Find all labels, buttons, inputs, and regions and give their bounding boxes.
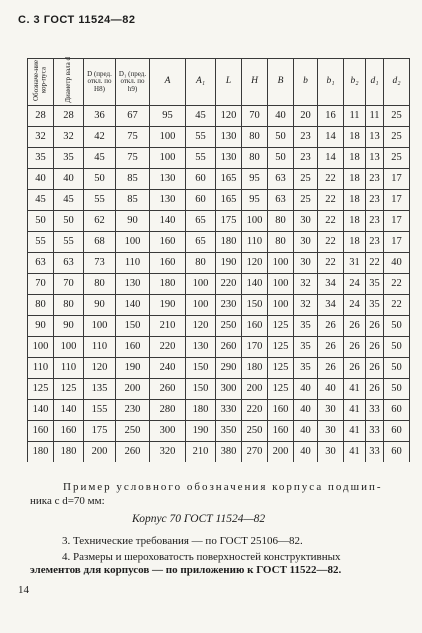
table-cell: 17	[384, 169, 410, 190]
table-cell: 45	[28, 190, 54, 211]
table-cell: 23	[366, 190, 384, 211]
table-cell: 100	[186, 295, 216, 316]
table-cell: 60	[186, 190, 216, 211]
table-cell: 80	[28, 295, 54, 316]
table-cell: 18	[344, 211, 366, 232]
table-cell: 160	[116, 337, 150, 358]
table-cell: 35	[54, 148, 84, 169]
column-header: b₂	[344, 59, 366, 106]
table-cell: 26	[318, 358, 344, 379]
column-header: B	[268, 59, 294, 106]
table-cell: 32	[28, 127, 54, 148]
table-cell: 80	[186, 253, 216, 274]
clause-4	[30, 551, 408, 577]
table-cell: 260	[150, 379, 186, 400]
table-cell: 140	[116, 295, 150, 316]
table-cell: 23	[366, 232, 384, 253]
table-cell: 26	[366, 337, 384, 358]
table-cell: 80	[268, 211, 294, 232]
table-cell: 100	[54, 337, 84, 358]
table-cell: 300	[150, 421, 186, 442]
table-row	[28, 148, 410, 169]
table-cell: 220	[216, 274, 242, 295]
table-row	[28, 379, 410, 400]
table-cell: 210	[150, 316, 186, 337]
table-cell: 45	[84, 148, 116, 169]
table-cell: 35	[294, 358, 318, 379]
table-cell: 30	[318, 400, 344, 421]
table-cell: 31	[344, 253, 366, 274]
table-cell: 50	[384, 337, 410, 358]
table-cell: 26	[318, 316, 344, 337]
table-cell: 130	[150, 169, 186, 190]
table-cell: 40	[28, 169, 54, 190]
table-cell: 60	[384, 400, 410, 421]
table-cell: 22	[318, 211, 344, 232]
table-cell: 41	[344, 442, 366, 463]
table-cell: 13	[366, 148, 384, 169]
table-cell: 33	[366, 442, 384, 463]
table-cell: 14	[318, 148, 344, 169]
table-cell: 34	[318, 295, 344, 316]
table-cell: 100	[28, 337, 54, 358]
table-cell: 95	[242, 190, 268, 211]
table-cell: 110	[84, 337, 116, 358]
table-cell: 160	[268, 400, 294, 421]
table-cell: 175	[216, 211, 242, 232]
table-cell: 160	[54, 421, 84, 442]
table-cell: 68	[84, 232, 116, 253]
table-cell: 110	[54, 358, 84, 379]
table-cell: 35	[28, 148, 54, 169]
table-cell: 380	[216, 442, 242, 463]
page-header: С. 3 ГОСТ 11524—82	[18, 14, 136, 26]
table-cell: 67	[116, 106, 150, 127]
table-cell: 24	[344, 274, 366, 295]
table-cell: 200	[268, 442, 294, 463]
table-cell: 150	[186, 379, 216, 400]
table-cell: 30	[294, 232, 318, 253]
table-cell: 140	[28, 400, 54, 421]
table-cell: 160	[268, 421, 294, 442]
column-header-label: Обозначе-ние кор-пуса	[32, 59, 48, 101]
table-cell: 18	[344, 148, 366, 169]
table-cell: 28	[54, 106, 84, 127]
table-cell: 135	[84, 379, 116, 400]
column-header: b₁	[318, 59, 344, 106]
table-cell: 100	[150, 148, 186, 169]
table-cell: 55	[54, 232, 84, 253]
table-cell: 18	[344, 169, 366, 190]
table-cell: 125	[268, 316, 294, 337]
table-cell: 290	[216, 358, 242, 379]
table-cell: 17	[384, 232, 410, 253]
table-cell: 210	[186, 442, 216, 463]
table-cell: 75	[116, 148, 150, 169]
table-cell: 165	[216, 169, 242, 190]
table-cell: 90	[54, 316, 84, 337]
clause-4-line-2: элементов для корпусов — по приложению к ГОСТ 11522—82.	[30, 564, 342, 576]
table-cell: 55	[28, 232, 54, 253]
table-cell: 175	[84, 421, 116, 442]
table-cell: 35	[294, 337, 318, 358]
table-cell: 55	[186, 127, 216, 148]
table-cell: 230	[216, 295, 242, 316]
table-cell: 160	[150, 253, 186, 274]
column-header-label: Диаметр вала d	[63, 57, 72, 103]
column-header: b	[294, 59, 318, 106]
table-row	[28, 274, 410, 295]
table-cell: 22	[318, 169, 344, 190]
table-cell: 33	[366, 421, 384, 442]
table-cell: 26	[366, 379, 384, 400]
table-cell: 130	[186, 337, 216, 358]
table-cell: 22	[366, 253, 384, 274]
table-cell: 320	[150, 442, 186, 463]
table-cell: 260	[116, 442, 150, 463]
table-cell: 63	[268, 190, 294, 211]
table-cell: 160	[242, 316, 268, 337]
example-line-2: ника с d=70 мм:	[30, 495, 105, 507]
table-cell: 11	[344, 106, 366, 127]
table-cell: 100	[242, 211, 268, 232]
table-cell: 22	[384, 274, 410, 295]
clause-3: 3. Технические требования — по ГОСТ 25106—82.	[62, 535, 303, 547]
clause-4-line-1: 4. Размеры и шероховатость поверхностей конструктивных	[62, 551, 341, 563]
table-cell: 85	[116, 190, 150, 211]
column-header	[54, 59, 84, 106]
table-cell: 26	[344, 337, 366, 358]
table-row	[28, 316, 410, 337]
table-cell: 120	[186, 316, 216, 337]
table-cell: 70	[28, 274, 54, 295]
table-cell: 90	[116, 211, 150, 232]
table-cell: 26	[366, 316, 384, 337]
table-row	[28, 253, 410, 274]
table-cell: 60	[384, 421, 410, 442]
table-cell: 150	[242, 295, 268, 316]
table-row	[28, 337, 410, 358]
table-cell: 100	[268, 295, 294, 316]
table-cell: 200	[84, 442, 116, 463]
table-cell: 50	[384, 358, 410, 379]
table-cell: 190	[186, 421, 216, 442]
table-cell: 80	[268, 232, 294, 253]
table-cell: 26	[344, 358, 366, 379]
column-header	[28, 59, 54, 106]
table-cell: 165	[216, 190, 242, 211]
table-cell: 23	[294, 148, 318, 169]
table-cell: 250	[242, 421, 268, 442]
table-cell: 180	[28, 442, 54, 463]
table-cell: 70	[242, 106, 268, 127]
table-cell: 26	[318, 337, 344, 358]
table-cell: 125	[54, 379, 84, 400]
table-cell: 110	[28, 358, 54, 379]
table-cell: 40	[318, 379, 344, 400]
table-cell: 22	[318, 232, 344, 253]
table-cell: 18	[344, 232, 366, 253]
table-row	[28, 295, 410, 316]
table-cell: 28	[28, 106, 54, 127]
table-cell: 200	[242, 379, 268, 400]
table-cell: 280	[150, 400, 186, 421]
table-cell: 40	[294, 442, 318, 463]
table-cell: 45	[54, 190, 84, 211]
table-cell: 130	[216, 127, 242, 148]
table-cell: 35	[366, 295, 384, 316]
table-cell: 17	[384, 190, 410, 211]
table-cell: 40	[294, 400, 318, 421]
table-cell: 41	[344, 379, 366, 400]
table-cell: 62	[84, 211, 116, 232]
table-cell: 35	[366, 274, 384, 295]
table-cell: 41	[344, 400, 366, 421]
table-cell: 25	[384, 106, 410, 127]
table-cell: 14	[318, 127, 344, 148]
table-cell: 180	[216, 232, 242, 253]
table-cell: 250	[116, 421, 150, 442]
table-cell: 100	[186, 274, 216, 295]
table-cell: 100	[116, 232, 150, 253]
table-cell: 25	[294, 169, 318, 190]
table-cell: 90	[84, 295, 116, 316]
table-cell: 125	[28, 379, 54, 400]
table-cell: 32	[294, 295, 318, 316]
table-row	[28, 190, 410, 211]
table-cell: 24	[344, 295, 366, 316]
table-cell: 125	[268, 379, 294, 400]
table-cell: 20	[294, 106, 318, 127]
table-row	[28, 106, 410, 127]
table-cell: 130	[116, 274, 150, 295]
table-cell: 220	[150, 337, 186, 358]
table-cell: 41	[344, 421, 366, 442]
table-cell: 50	[268, 127, 294, 148]
table-cell: 95	[242, 169, 268, 190]
table-cell: 40	[384, 253, 410, 274]
table-cell: 32	[294, 274, 318, 295]
table-cell: 270	[242, 442, 268, 463]
column-header: D (пред. откл. по H8)	[84, 59, 116, 106]
column-header: A	[150, 59, 186, 106]
table-cell: 155	[84, 400, 116, 421]
table-cell: 75	[116, 127, 150, 148]
table-cell: 60	[186, 169, 216, 190]
example-line-1: Пример условного обозначения корпуса подшип-	[63, 481, 383, 493]
table-cell: 220	[242, 400, 268, 421]
table-cell: 23	[294, 127, 318, 148]
table-cell: 73	[84, 253, 116, 274]
table-cell: 110	[116, 253, 150, 274]
table-cell: 26	[366, 358, 384, 379]
column-header: H	[242, 59, 268, 106]
table-cell: 70	[54, 274, 84, 295]
table-cell: 45	[186, 106, 216, 127]
table-cell: 200	[116, 379, 150, 400]
table-cell: 55	[186, 148, 216, 169]
table-cell: 190	[116, 358, 150, 379]
table-cell: 190	[150, 295, 186, 316]
table-cell: 65	[186, 211, 216, 232]
table-cell: 22	[318, 253, 344, 274]
table-cell: 180	[242, 358, 268, 379]
table-cell: 100	[84, 316, 116, 337]
table-cell: 190	[216, 253, 242, 274]
table-cell: 30	[294, 211, 318, 232]
table-cell: 120	[242, 253, 268, 274]
table-cell: 180	[186, 400, 216, 421]
table-cell: 90	[28, 316, 54, 337]
table-cell: 80	[242, 148, 268, 169]
table-cell: 50	[384, 316, 410, 337]
table-cell: 33	[366, 400, 384, 421]
table-cell: 55	[84, 190, 116, 211]
table-cell: 80	[54, 295, 84, 316]
table-cell: 36	[84, 106, 116, 127]
table-cell: 25	[384, 148, 410, 169]
table-header-row	[28, 59, 410, 106]
column-header: D₁ (пред. откл. по h9)	[116, 59, 150, 106]
table-cell: 25	[294, 190, 318, 211]
table-cell: 150	[186, 358, 216, 379]
table-cell: 260	[216, 337, 242, 358]
table-cell: 22	[318, 190, 344, 211]
table-cell: 40	[294, 421, 318, 442]
table-row	[28, 232, 410, 253]
table-cell: 50	[28, 211, 54, 232]
table-cell: 30	[318, 442, 344, 463]
table-cell: 25	[384, 127, 410, 148]
table-cell: 13	[366, 127, 384, 148]
table-cell: 26	[344, 316, 366, 337]
table-cell: 11	[366, 106, 384, 127]
example-designation: Корпус 70 ГОСТ 11524—82	[132, 513, 266, 525]
table-cell: 130	[216, 148, 242, 169]
column-header: d₂	[384, 59, 410, 106]
table-cell: 63	[28, 253, 54, 274]
table-cell: 180	[150, 274, 186, 295]
table-cell: 18	[344, 190, 366, 211]
table-cell: 50	[54, 211, 84, 232]
table-cell: 50	[268, 148, 294, 169]
table-cell: 180	[54, 442, 84, 463]
table-cell: 100	[150, 127, 186, 148]
table-cell: 16	[318, 106, 344, 127]
table-cell: 65	[186, 232, 216, 253]
dimensions-table	[27, 58, 410, 462]
table-cell: 23	[366, 169, 384, 190]
table-cell: 300	[216, 379, 242, 400]
table-cell: 240	[150, 358, 186, 379]
table-cell: 40	[54, 169, 84, 190]
table-cell: 63	[268, 169, 294, 190]
table-cell: 130	[150, 190, 186, 211]
table-row	[28, 400, 410, 421]
table-cell: 30	[294, 253, 318, 274]
table-cell: 60	[384, 442, 410, 463]
table-cell: 63	[54, 253, 84, 274]
table-row	[28, 442, 410, 463]
table-cell: 40	[294, 379, 318, 400]
table-cell: 34	[318, 274, 344, 295]
table-cell: 250	[216, 316, 242, 337]
table-cell: 100	[268, 253, 294, 274]
table-row	[28, 169, 410, 190]
table-row	[28, 421, 410, 442]
table-cell: 350	[216, 421, 242, 442]
column-header: L	[216, 59, 242, 106]
table-cell: 125	[268, 358, 294, 379]
table-cell: 140	[150, 211, 186, 232]
column-header: A₁	[186, 59, 216, 106]
example-paragraph	[30, 480, 405, 508]
table-cell: 22	[384, 295, 410, 316]
table-cell: 80	[84, 274, 116, 295]
table-cell: 30	[318, 421, 344, 442]
table-cell: 42	[84, 127, 116, 148]
table-cell: 17	[384, 211, 410, 232]
table-cell: 50	[84, 169, 116, 190]
column-header: d₁	[366, 59, 384, 106]
table-cell: 35	[294, 316, 318, 337]
table-cell: 100	[268, 274, 294, 295]
page-number: 14	[18, 584, 29, 596]
table-cell: 80	[242, 127, 268, 148]
table-cell: 230	[116, 400, 150, 421]
table-cell: 140	[242, 274, 268, 295]
table-row	[28, 127, 410, 148]
table-cell: 120	[216, 106, 242, 127]
table-cell: 140	[54, 400, 84, 421]
table-cell: 150	[116, 316, 150, 337]
table-cell: 170	[242, 337, 268, 358]
table-cell: 50	[384, 379, 410, 400]
table-cell: 18	[344, 127, 366, 148]
table-cell: 23	[366, 211, 384, 232]
table-cell: 110	[242, 232, 268, 253]
table-cell: 120	[84, 358, 116, 379]
table-cell: 32	[54, 127, 84, 148]
table-cell: 95	[150, 106, 186, 127]
table-cell: 160	[28, 421, 54, 442]
table-row	[28, 211, 410, 232]
table-cell: 125	[268, 337, 294, 358]
table-cell: 330	[216, 400, 242, 421]
table-row	[28, 358, 410, 379]
table-cell: 40	[268, 106, 294, 127]
table-cell: 160	[150, 232, 186, 253]
table-cell: 85	[116, 169, 150, 190]
